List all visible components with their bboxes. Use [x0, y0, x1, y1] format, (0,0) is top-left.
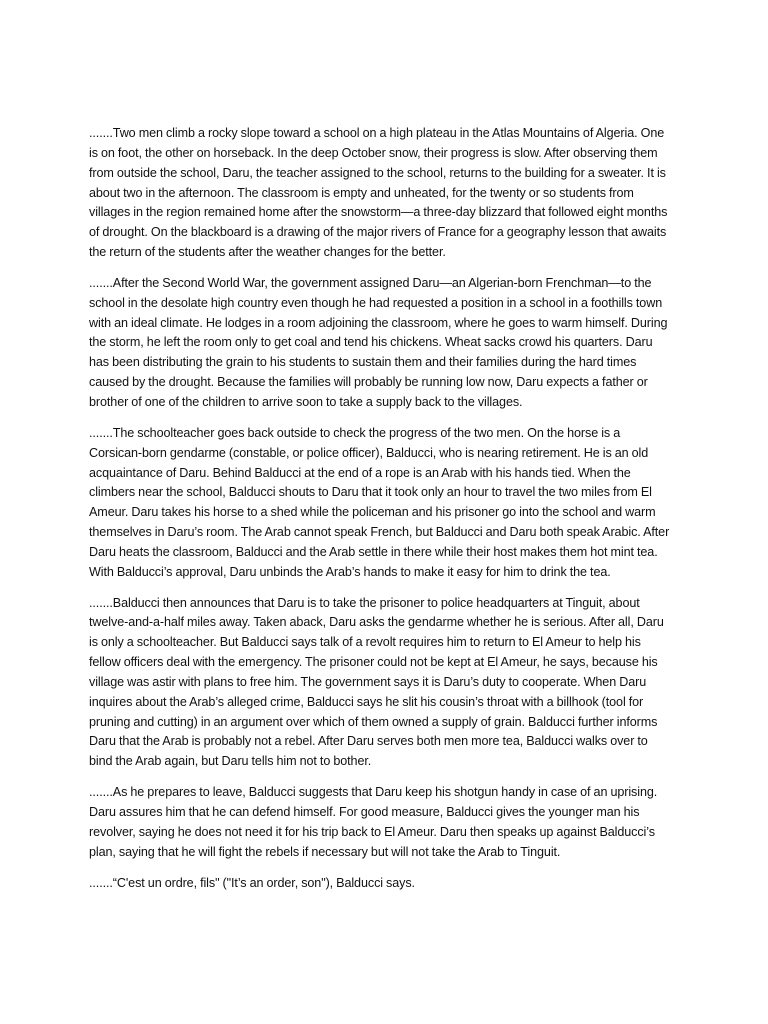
paragraph-4: .......Balducci then announces that Daru is to take the prisoner to police headquarters at Tinguit, about twelve-and-a-half miles away. Taken aback, Daru asks the gendarme whether he is serious. After all, Daru is only a schoolteacher. But Balducci says talk of a revolt requires him to return to El Ameur to help his fellow officers deal with the emergency. The prisoner could not be kept at El Ameur, he says, because his village was astir with plans to free him. The government says it is Daru’s duty to cooperate. When Daru inquires about the Arab’s alleged crime, Balducci says he slit his cousin’s throat with a billhook (tool for pruning and cutting) in an argument over which of them owned a supply of grain. Balducci further informs Daru that the Arab is probably not a rebel. After Daru serves both men more tea, Balducci walks over to bind the Arab again, but Daru tells him not to bother. — [89, 595, 664, 769]
document-body — [89, 124, 671, 904]
paragraph-6: .......“C'est un ordre, fils" ("It’s an order, son"), Balducci says. — [89, 875, 415, 890]
paragraph-5: .......As he prepares to leave, Balducci suggests that Daru keep his shotgun handy in case of an uprising. Daru assures him that he can defend himself. For good measure, Balducci gives the younger man his revolver, saying he does not need it for his trip back to El Ameur. Daru then speaks up against Balducci’s plan, saying that he will fight the rebels if necessary but will not take the Arab to Tinguit. — [89, 785, 658, 859]
paragraph-3: .......The schoolteacher goes back outside to check the progress of the two men. On the horse is a Corsican-born gendarme (constable, or police officer), Balducci, who is nearing retirement. He is an old acquaintance of Daru. Behind Balducci at the end of a rope is an Arab with his hands tied. When the climbers near the school, Balducci shouts to Daru that it took only an hour to travel the two miles from El Ameur. Daru takes his horse to a shed while the policeman and his prisoner go into the school and warm themselves in Daru’s room. The Arab cannot speak French, but Balducci and Daru both speak Arabic. After Daru heats the classroom, Balducci and the Arab settle in there while their host makes them hot mint tea. With Balducci’s approval, Daru unbinds the Arab’s hands to make it easy for him to drink the tea. — [89, 425, 670, 579]
paragraph-1: .......Two men climb a rocky slope toward a school on a high plateau in the Atlas Mountains of Algeria. One is on foot, the other on horseback. In the deep October snow, their progress is slow. After observing them from outside the school, Daru, the teacher assigned to the school, returns to the building for a sweater. It is about two in the afternoon. The classroom is empty and unheated, for the twenty or so students from villages in the region remained home after the snowstorm—a three-day blizzard that followed eight months of drought. On the blackboard is a drawing of the major rivers of France for a geography lesson that awaits the return of the students after the weather changes for the better. — [89, 126, 668, 260]
paragraph-2: .......After the Second World War, the government assigned Daru—an Algerian-born Frenchman—to the school in the desolate high country even though he had requested a position in a school in a foothills town with an ideal climate. He lodges in a room adjoining the classroom, where he goes to warm himself. During the storm, he left the room only to get coal and tend his chickens. Wheat sacks crowd his quarters. Daru has been distributing the grain to his students to sustain them and their families during the hard times caused by the drought. Because the families will probably be running low now, Daru expects a father or brother of one of the children to arrive soon to take a supply back to the villages. — [89, 275, 668, 409]
